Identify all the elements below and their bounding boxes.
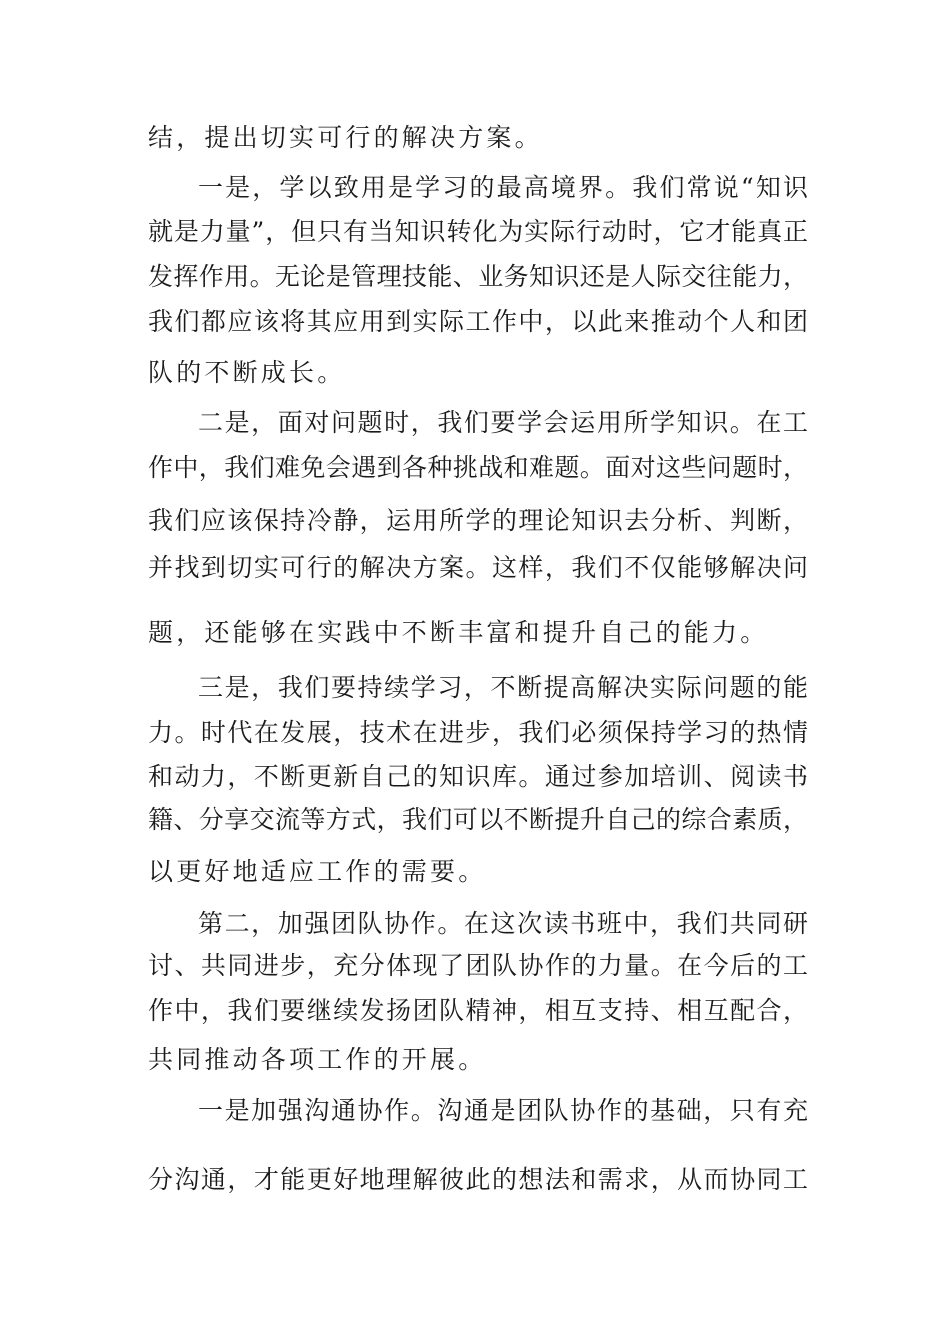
paragraph-line: 题，还能够在实践中不断丰富和提升自己的能力。 [148,618,769,647]
paragraph-line: 分沟通，才能更好地理解彼此的想法和需求，从而协同工 [148,1165,808,1194]
paragraph-line: 一是加强沟通协作。沟通是团队协作的基础，只有充 [198,1096,808,1125]
paragraph-line: 作中，我们难免会遇到各种挑战和难题。面对这些问题时， [148,453,808,482]
paragraph-line: 我们都应该将其应用到实际工作中，以此来推动个人和团 [148,307,808,336]
paragraph-line: 和动力，不断更新自己的知识库。通过参加培训、阅读书 [148,762,808,791]
paragraph-line: 就是力量”，但只有当知识转化为实际行动时，它才能真正 [148,217,808,246]
paragraph-line: 队的不断成长。 [148,358,346,387]
paragraph-line: 三是，我们要持续学习，不断提高解决实际问题的能 [198,673,808,702]
paragraph-line: 发挥作用。无论是管理技能、业务知识还是人际交往能力， [148,262,808,291]
paragraph-line: 二是，面对问题时，我们要学会运用所学知识。在工 [198,408,808,437]
paragraph-line: 力。时代在发展，技术在进步，我们必须保持学习的热情 [148,718,808,747]
paragraph-line: 籍、分享交流等方式，我们可以不断提升自己的综合素质， [148,805,808,834]
paragraph-line: 一是，学以致用是学习的最高境界。我们常说“知识 [198,173,808,202]
paragraph-line: 以更好地适应工作的需要。 [148,857,487,886]
paragraph-line: 第二，加强团队协作。在这次读书班中，我们共同研 [198,909,808,938]
paragraph-line: 作中，我们要继续发扬团队精神，相互支持、相互配合， [148,996,808,1025]
paragraph-line: 共同推动各项工作的开展。 [148,1045,487,1074]
paragraph-line: 讨、共同进步，充分体现了团队协作的力量。在今后的工 [148,951,808,980]
paragraph-line: 我们应该保持冷静，运用所学的理论知识去分析、判断， [148,506,808,535]
paragraph-line: 并找到切实可行的解决方案。这样，我们不仅能够解决问 [148,553,808,582]
paragraph-line: 结，提出切实可行的解决方案。 [148,123,543,152]
